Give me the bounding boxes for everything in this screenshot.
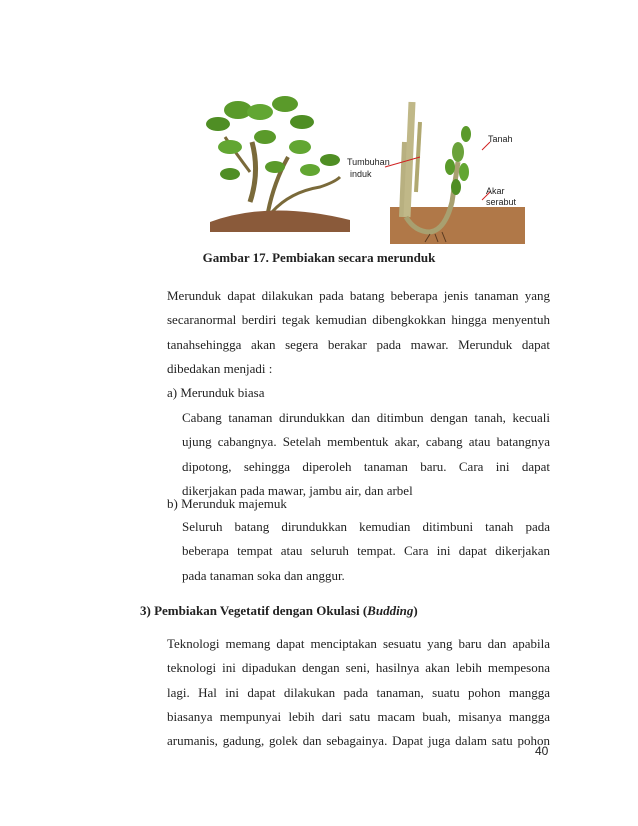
text-line: Cabang tanaman dirundukkan dan ditimbun dengan tanah, kecuali	[182, 410, 550, 425]
label-tumbuhan-1: Tumbuhan	[347, 157, 390, 167]
text-line: Seluruh batang dirundukkan kemudian ditimbuni tanah pada	[182, 519, 550, 534]
plant-layering-drawing	[190, 82, 530, 244]
heading-italic: Budding	[367, 603, 414, 618]
page-number: 40	[535, 744, 549, 758]
heading-suffix: )	[413, 603, 418, 618]
list-item-b-label: b) Merunduk majemuk	[167, 496, 287, 511]
list-item-a-text	[182, 406, 550, 503]
label-akar-1: Akar	[486, 186, 505, 196]
list-item-b-text	[182, 515, 550, 588]
text-line: teknologi ini dipadukan dengan seni, hasilnya akan lebih mempesona	[167, 660, 550, 676]
text-line: pada tanaman soka dan anggur.	[182, 567, 345, 583]
paragraph-okulasi	[167, 632, 550, 753]
layering-illustration	[190, 82, 530, 244]
label-tanah: Tanah	[488, 134, 513, 144]
text-line: dibedakan menjadi :	[167, 360, 273, 376]
text-line: Teknologi memang dapat menciptakan sesuatu yang baru dan apabila	[167, 636, 550, 651]
text-line: biasanya mempunyai lebih dari satu macam buah, misanya mangga	[167, 708, 550, 724]
parent-plant-left	[206, 96, 350, 232]
list-item-a-label: a) Merunduk biasa	[167, 385, 265, 400]
heading-prefix: 3) Pembiakan Vegetatif dengan Okulasi (	[140, 603, 368, 618]
section-heading	[140, 603, 418, 619]
text-line: arumanis, gadung, golek dan sebagainya. Dapat juga dalam satu pohon	[167, 733, 550, 749]
text-line: lagi. Hal ini dapat dilakukan pada tanaman, suatu pohon mangga	[167, 684, 550, 700]
layering-soil-section	[385, 102, 525, 244]
paragraph-merunduk	[167, 284, 550, 381]
text-line: ujung cabangnya. Setelah membentuk akar, cabang atau batangnya	[182, 434, 550, 450]
text-line: dikerjakan pada mawar, jambu air, dan arbel	[182, 482, 413, 498]
text-line: dipotong, sehingga diperoleh tanaman baru. Cara ini dapat	[182, 458, 550, 474]
text-line: tanahsehingga akan segera berakar pada mawar. Merunduk dapat	[167, 336, 550, 352]
label-tumbuhan-2: induk	[350, 169, 372, 179]
text-line: Merunduk dapat dilakukan pada batang beberapa jenis tanaman yang	[167, 288, 550, 303]
label-akar-2: serabut	[486, 197, 517, 207]
figure-caption: Gambar 17. Pembiakan secara merunduk	[202, 250, 436, 265]
text-line: beberapa tempat atau seluruh tempat. Cara ini dapat dikerjakan	[182, 543, 550, 559]
text-line: secaranormal berdiri tegak kemudian dibengkokkan hingga menyentuh	[167, 312, 550, 328]
